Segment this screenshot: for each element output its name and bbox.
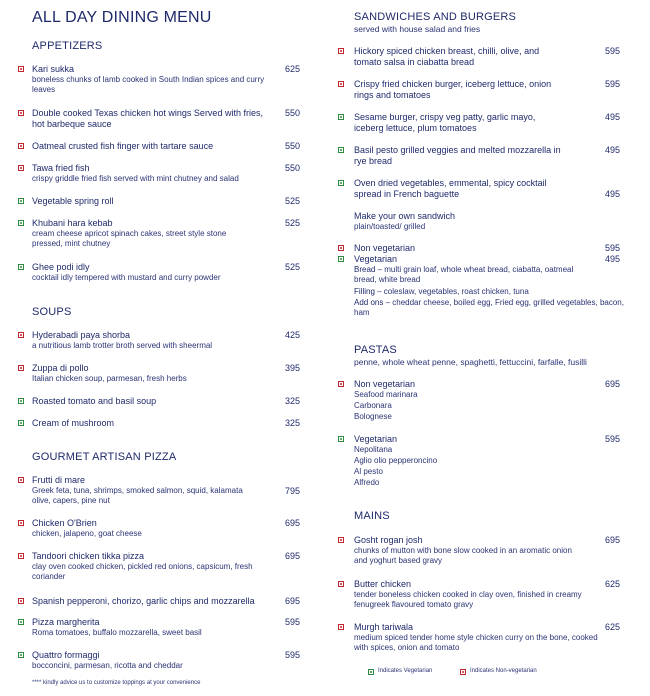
bread-label: Bread — [354, 265, 376, 274]
item-price: 550 — [284, 163, 300, 173]
item-price: 795 — [284, 486, 300, 496]
pasta-option: Seafood marinara — [354, 390, 418, 399]
item-price: 525 — [284, 262, 300, 272]
item-price: 525 — [284, 196, 300, 206]
item-price: 625 — [284, 64, 300, 74]
item-name: Basil pesto grilled veggies and melted mozzarella in rye bread — [354, 145, 561, 166]
item-desc: crispy griddle fried fish served with mint chutney and salad — [32, 174, 239, 183]
pasta-option: Aglio olio pepperoncino — [354, 456, 438, 465]
item-price: 595 — [604, 79, 620, 89]
item-desc: Roma tomatoes, buffalo mozzarella, sweet basil — [32, 628, 202, 637]
legend-veg-label: Indicates Vegetarian — [378, 668, 433, 674]
item-name: Quattro formaggi — [32, 650, 100, 660]
item-price: 550 — [284, 141, 300, 151]
non-veg-icon — [338, 381, 344, 387]
pasta-option: Nepolitana — [354, 445, 393, 454]
item-name: Tawa fried fish — [32, 163, 90, 173]
veg-icon — [18, 420, 24, 426]
pasta-option: Alfredo — [354, 478, 380, 487]
item-name: Butter chicken — [354, 579, 412, 589]
addons-label: Add ons — [354, 298, 384, 307]
pastas-subtitle: penne, whole wheat penne, spaghetti, fettuccini, farfalle, fusilli — [354, 357, 587, 367]
sandwiches-subtitle: served with house salad and fries — [354, 24, 481, 34]
footnote: **** kindly advice us to customize toppings at your convenience — [32, 680, 201, 686]
non-veg-icon — [18, 520, 24, 526]
non-veg-icon — [338, 48, 344, 54]
item-desc: bocconcini, parmesan, ricotta and cheddar — [32, 661, 183, 670]
non-veg-icon — [338, 537, 344, 543]
non-veg-icon — [338, 581, 344, 587]
item-name: Gosht rogan josh — [354, 535, 423, 545]
item-name: Pizza margherita — [32, 617, 100, 627]
item-price: 495 — [604, 254, 620, 264]
item-price: 625 — [604, 579, 620, 589]
non-veg-icon — [18, 598, 24, 604]
non-veg-icon — [18, 553, 24, 559]
non-veg-icon — [460, 669, 466, 675]
item-name: Double cooked Texas chicken hot wings Served with fries, hot barbeque sauce — [32, 108, 263, 129]
item-name: Frutti di mare — [32, 475, 86, 485]
veg-icon — [18, 264, 24, 270]
item-price: 595 — [284, 617, 300, 627]
item-name: Khubani hara kebab — [32, 218, 113, 228]
item-price: 325 — [284, 396, 300, 406]
item-name: Oven dried vegetables, emmental, spicy cocktail spread in French baguette — [354, 178, 547, 199]
item-price: 495 — [604, 189, 620, 199]
veg-icon — [338, 256, 344, 262]
item-price: 695 — [604, 535, 620, 545]
item-desc: tender boneless chicken cooked in clay oven, finished in creamy fenugreek flavoured tomato gravy — [354, 590, 582, 609]
item-name: Kari sukka — [32, 64, 75, 74]
item-price: 595 — [604, 243, 620, 253]
item-price: 425 — [284, 330, 300, 340]
veg-icon — [18, 220, 24, 226]
item-name: Tandoori chicken tikka pizza — [32, 551, 145, 561]
veg-icon — [368, 669, 374, 675]
non-veg-icon — [18, 110, 24, 116]
non-veg-icon — [18, 477, 24, 483]
item-name: Vegetable spring roll — [32, 196, 114, 206]
non-veg-icon — [338, 245, 344, 251]
item-desc: Greek feta, tuna, shrimps, smoked salmon, squid, kalamata olive, capers, pine nut — [32, 486, 243, 505]
item-name: Vegetarian — [354, 434, 398, 444]
page-title: ALL DAY DINING MENU — [32, 9, 212, 26]
item-desc: cocktail idly tempered with mustard and curry powder — [32, 273, 221, 282]
pizza-title: GOURMET ARTISAN PIZZA — [32, 451, 177, 463]
item-name: Chicken O'Brien — [32, 518, 97, 528]
veg-icon — [18, 398, 24, 404]
bread-options — [354, 265, 584, 285]
item-price: 595 — [604, 46, 620, 56]
item-name: Hickory spiced chicken breast, chilli, olive, and tomato salsa in ciabatta bread — [354, 46, 540, 67]
item-price: 495 — [604, 145, 620, 155]
item-price: 625 — [604, 622, 620, 632]
non-veg-icon — [338, 81, 344, 87]
make-own-sub: plain/toasted/ grilled — [354, 222, 426, 231]
sandwiches-title: SANDWICHES AND BURGERS — [354, 11, 517, 23]
item-name: Hyderabadi paya shorba — [32, 330, 131, 340]
make-own-sandwich: Make your own sandwich — [354, 211, 456, 221]
pasta-option: Bolognese — [354, 412, 392, 421]
item-name: Zuppa di pollo — [32, 363, 89, 373]
item-name: Non vegetarian — [354, 379, 416, 389]
bread-text: – multi grain loaf, whole wheat bread, ciabatta, oatmeal bread, white bread — [354, 265, 574, 284]
non-veg-icon — [18, 165, 24, 171]
veg-icon — [338, 114, 344, 120]
veg-icon — [338, 180, 344, 186]
item-desc: Italian chicken soup, parmesan, fresh herbs — [32, 374, 187, 383]
item-desc: a nutritious lamb trotter broth served with sheermal — [32, 341, 213, 350]
item-desc: medium spiced tender home style chicken curry on the bone, cooked with spices, onion and tomato — [354, 633, 598, 652]
item-name: Non vegetarian — [354, 243, 416, 253]
pasta-option: Carbonara — [354, 401, 392, 410]
mains-title: MAINS — [354, 510, 390, 522]
non-veg-icon — [18, 66, 24, 72]
item-desc: cream cheese apricot spinach cakes, street style stone pressed, mint chutney — [32, 229, 227, 248]
item-name: Cream of mushroom — [32, 418, 115, 428]
item-desc: clay oven cooked chicken, pickled red onions, capsicum, fresh coriander — [32, 562, 253, 581]
veg-icon — [18, 652, 24, 658]
item-name: Oatmeal crusted fish finger with tartare sauce — [32, 141, 214, 151]
item-price: 595 — [284, 650, 300, 660]
item-name: Vegetarian — [354, 254, 398, 264]
non-veg-icon — [18, 143, 24, 149]
item-desc: chicken, jalapeno, goat cheese — [32, 529, 142, 538]
item-name: Ghee podi idly — [32, 262, 90, 272]
non-veg-icon — [18, 365, 24, 371]
veg-icon — [18, 198, 24, 204]
item-price: 525 — [284, 218, 300, 228]
item-price: 695 — [604, 379, 620, 389]
veg-icon — [18, 619, 24, 625]
veg-icon — [338, 147, 344, 153]
item-price: 395 — [284, 363, 300, 373]
filling-options — [354, 287, 614, 297]
filling-text: – coleslaw, vegetables, roast chicken, tuna — [374, 287, 529, 296]
item-name: Spanish pepperoni, chorizo, garlic chips and mozzarella — [32, 596, 255, 606]
item-price: 695 — [284, 596, 300, 606]
item-name: Roasted tomato and basil soup — [32, 396, 157, 406]
soups-title: SOUPS — [32, 306, 72, 318]
appetizers-title: APPETIZERS — [32, 40, 103, 52]
non-veg-icon — [18, 332, 24, 338]
item-price: 550 — [284, 108, 300, 118]
filling-label: Filling — [354, 287, 375, 296]
item-name: Crispy fried chicken burger, iceberg lettuce, onion rings and tomatoes — [354, 79, 552, 100]
pastas-title: PASTAS — [354, 344, 397, 356]
addons-options — [354, 298, 624, 318]
addons-text: – cheddar cheese, boiled egg, Fried egg, grilled vegetables, bacon, ham — [354, 298, 624, 317]
item-price: 495 — [604, 112, 620, 122]
veg-icon — [338, 436, 344, 442]
non-veg-icon — [338, 624, 344, 630]
item-price: 695 — [284, 518, 300, 528]
legend-nonveg-label: Indicates Non-vegetarian — [470, 668, 537, 674]
item-price: 595 — [604, 434, 620, 444]
item-price: 695 — [284, 551, 300, 561]
item-name: Sesame burger, crispy veg patty, garlic mayo, iceberg lettuce, plum tomatoes — [354, 112, 536, 133]
pasta-option: Al pesto — [354, 467, 383, 476]
item-desc: boneless chunks of lamb cooked in South Indian spices and curry leaves — [32, 75, 265, 94]
item-price: 325 — [284, 418, 300, 428]
item-name: Murgh tariwala — [354, 622, 414, 632]
item-desc: chunks of mutton with bone slow cooked in an aromatic onion and yoghurt based gravy — [354, 546, 572, 565]
